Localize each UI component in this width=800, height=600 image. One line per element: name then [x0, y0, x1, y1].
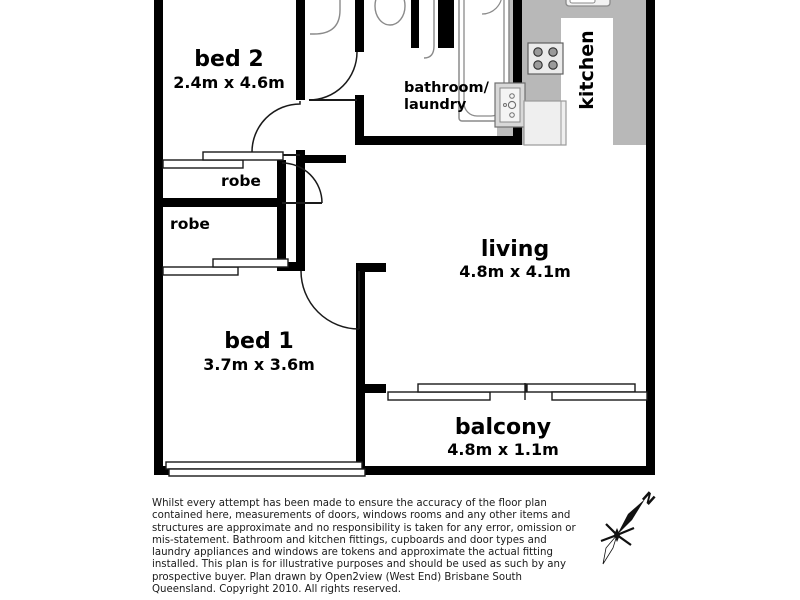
compass-rose [601, 489, 658, 564]
room-dim-living: 4.8m x 4.1m [459, 262, 571, 281]
room-label-bathroom-line1: bathroom/ [404, 80, 489, 96]
room-label-kitchen: kitchen [576, 30, 598, 110]
room-label-bed1: bed 1 [224, 329, 294, 354]
compass-label-north: N [638, 489, 658, 509]
room-label-bathroom-line2: laundry [404, 97, 467, 113]
fridge-appliance [524, 101, 566, 145]
room-label-robe-lower: robe [170, 215, 210, 233]
washing-machine-appliance [495, 83, 525, 127]
room-dim-bed1: 3.7m x 3.6m [203, 355, 315, 374]
room-dim-balcony: 4.8m x 1.1m [447, 440, 559, 459]
room-label-robe-upper: robe [221, 172, 261, 190]
kitchen-sink-fixture [566, 0, 610, 6]
room-label-balcony: balcony [454, 415, 552, 440]
vanity-fixture [310, 0, 340, 34]
disclaimer-text: Whilst every attempt has been made to ensure the accuracy of the floor plan contained here, measurements of doors, windows rooms and any other items and structures are approximate and no responsibility is taken for any error, omission or mis-statement. Bathroom and kitchen fittings, cupboards and door types and laundry appliances and windows are tokens and approximate the actual fitting installed. This plan is for illustrative purposes and should be used as such by any prospective buyer. Plan drawn by Open2view (West End) Brisbane South Queensland. Copyright 2010. All rights reserved. [152, 498, 576, 596]
toilet-fixture [375, 0, 405, 25]
room-label-living: living [480, 237, 550, 262]
shower-fixture [422, 0, 434, 58]
room-dim-bed2: 2.4m x 4.6m [173, 73, 285, 92]
cooktop-appliance [528, 43, 563, 74]
room-label-bed2: bed 2 [194, 47, 264, 72]
